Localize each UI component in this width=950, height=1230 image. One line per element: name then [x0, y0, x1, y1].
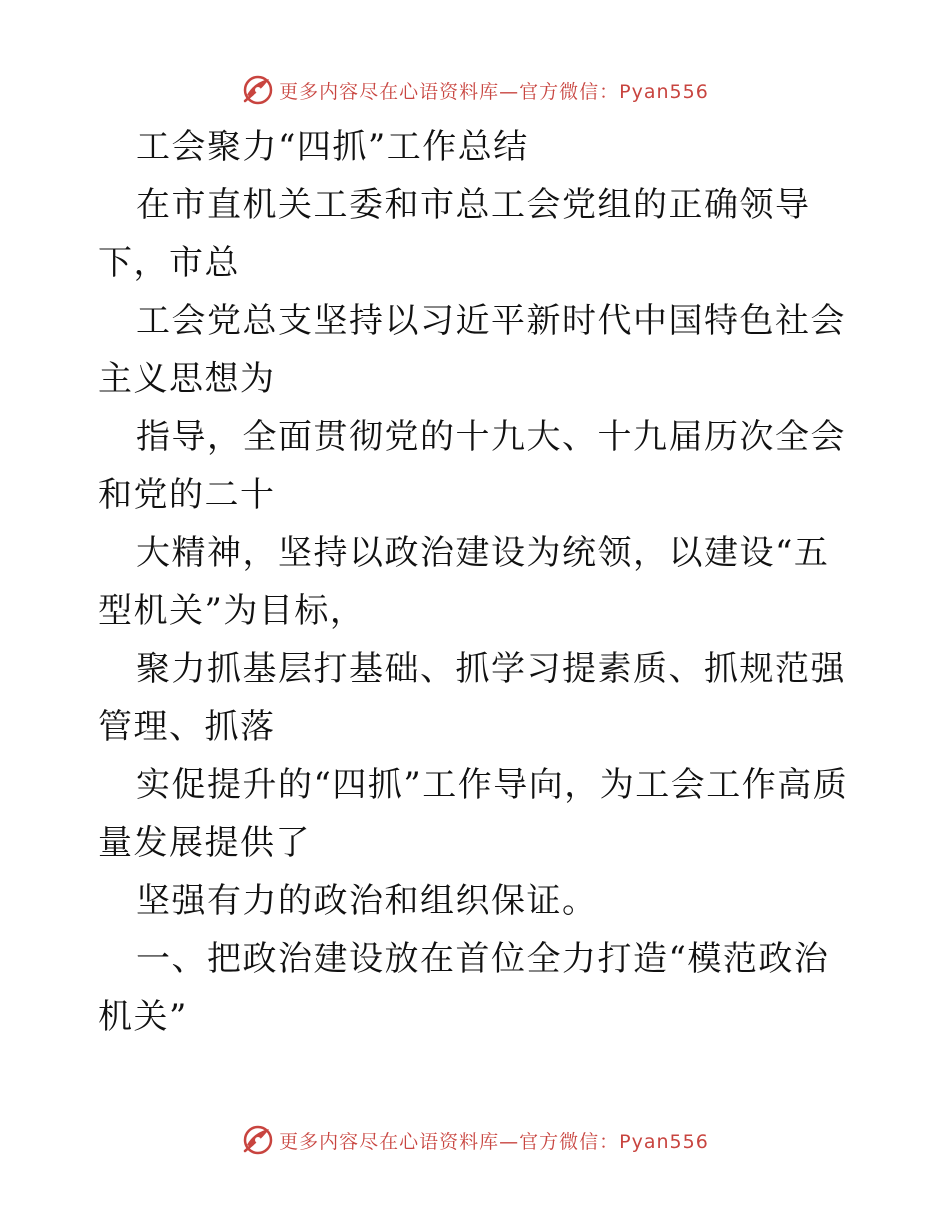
watermark-text: 更多内容尽在心语资料库—官方微信： [279, 80, 620, 103]
footer-watermark [0, 1120, 950, 1160]
document-title: 工会聚力“四抓”工作总结 [136, 127, 529, 167]
watermark-wechat-id: Pyan556 [619, 1130, 709, 1153]
paragraph-line-6: 实促提升的“四抓”工作导向，为工会工作高质量发展提供了 [98, 765, 849, 863]
paragraph-line-3: 指导，全面贯彻党的十九大、十九届历次全会和党的二十 [98, 417, 846, 515]
paragraph-line-5: 聚力抓基层打基础、抓学习提素质、抓规范强管理、抓落 [98, 649, 846, 747]
section-heading-1: 一、把政治建设放在首位全力打造“模范政治机关” [98, 939, 830, 1037]
paragraph-line-4: 大精神，坚持以政治建设为统领，以建设“五型机关”为目标， [98, 533, 830, 631]
watermark-wechat-id: Pyan556 [619, 80, 709, 103]
paragraph-line-2: 工会党总支坚持以习近平新时代中国特色社会主义思想为 [98, 301, 846, 399]
document-body [98, 118, 858, 1046]
pen-nib-logo-icon [241, 73, 275, 107]
pen-nib-logo-icon [241, 1123, 275, 1157]
header-watermark [0, 70, 950, 110]
paragraph-line-1: 在市直机关工委和市总工会党组的正确领导下，市总 [98, 185, 811, 283]
paragraph-line-7: 坚强有力的政治和组织保证。 [136, 881, 598, 921]
watermark-text: 更多内容尽在心语资料库—官方微信： [279, 1130, 620, 1153]
